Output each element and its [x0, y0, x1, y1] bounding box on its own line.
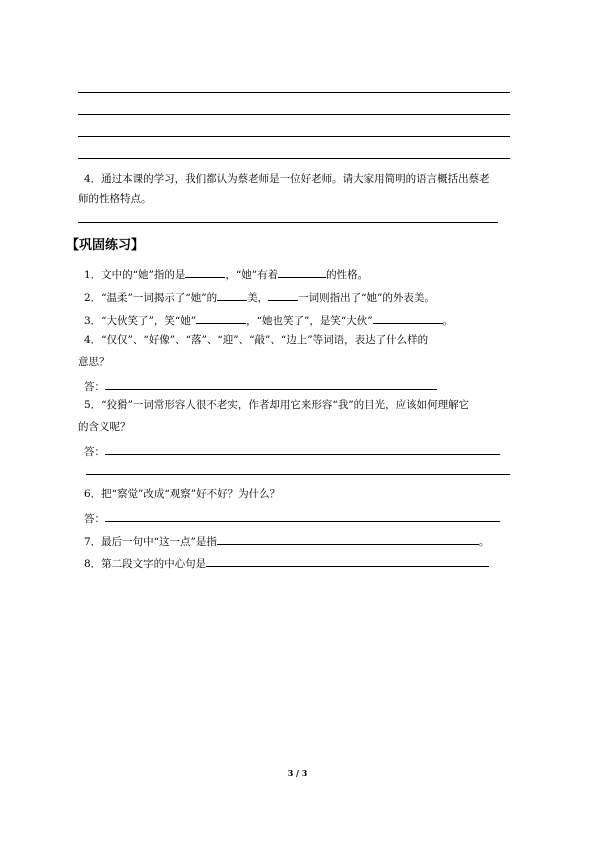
answer-line: [78, 92, 510, 93]
page-number: 3 / 3: [287, 768, 308, 778]
exercise-2: 2．“温柔”一词揭示了“她”的 美， 一词则指出了“她”的外表美。: [84, 288, 435, 305]
fill-blank[interactable]: [217, 288, 247, 301]
answer-line: [78, 158, 510, 159]
fill-blank[interactable]: [373, 311, 443, 324]
fill-blank[interactable]: [217, 532, 479, 545]
exercise-7: 7．最后一句中“这一点”是指 。: [84, 532, 489, 549]
exercise-6: 6．把“察觉”改成“观察”好不好？为什么？: [84, 488, 281, 500]
answer-line: [78, 222, 498, 223]
answer-line[interactable]: [86, 474, 510, 475]
exercise-5-line2: 的含义呢？: [78, 421, 131, 433]
exercise-4-line2: 意思？: [78, 356, 110, 368]
question-4-line1: 4．通过本课的学习，我们都认为蔡老师是一位好老师。请大家用简明的语言概括出蔡老: [84, 173, 490, 185]
fill-blank[interactable]: [185, 265, 225, 278]
answer-blank[interactable]: [105, 377, 437, 390]
answer-label: 答：: [84, 442, 500, 459]
exercise-5-line1: 5．“狡猾”一词常形容人很不老实，作者却用它来形容“我”的目光，应该如何理解它: [84, 399, 470, 411]
fill-blank[interactable]: [206, 554, 489, 567]
exercise-3: 3．“大伙笑了”，笑“她” ，“她也笑了”，是笑“大伙” 。: [84, 311, 453, 328]
section-title: 【巩固练习】: [66, 238, 145, 253]
answer-blank[interactable]: [105, 509, 500, 522]
exercise-4-line1: 4．“仅仅”、“好像”、“落”、“迎”、“敲”、“边上”等词语，表达了什么样的: [84, 334, 429, 346]
answer-blank[interactable]: [105, 442, 500, 455]
exercise-1: 1．文中的“她”指的是 ，“她”有着 的性格。: [84, 265, 368, 282]
fill-blank[interactable]: [278, 265, 326, 278]
answer-line: [78, 136, 510, 137]
exercise-8: 8．第二段文字的中心句是: [84, 554, 489, 571]
fill-blank[interactable]: [268, 288, 298, 301]
question-4-line2: 师的性格特点。: [78, 193, 152, 205]
answer-label: 答：: [84, 377, 437, 394]
answer-line: [78, 114, 510, 115]
answer-label: 答：: [84, 509, 500, 526]
fill-blank[interactable]: [196, 311, 246, 324]
